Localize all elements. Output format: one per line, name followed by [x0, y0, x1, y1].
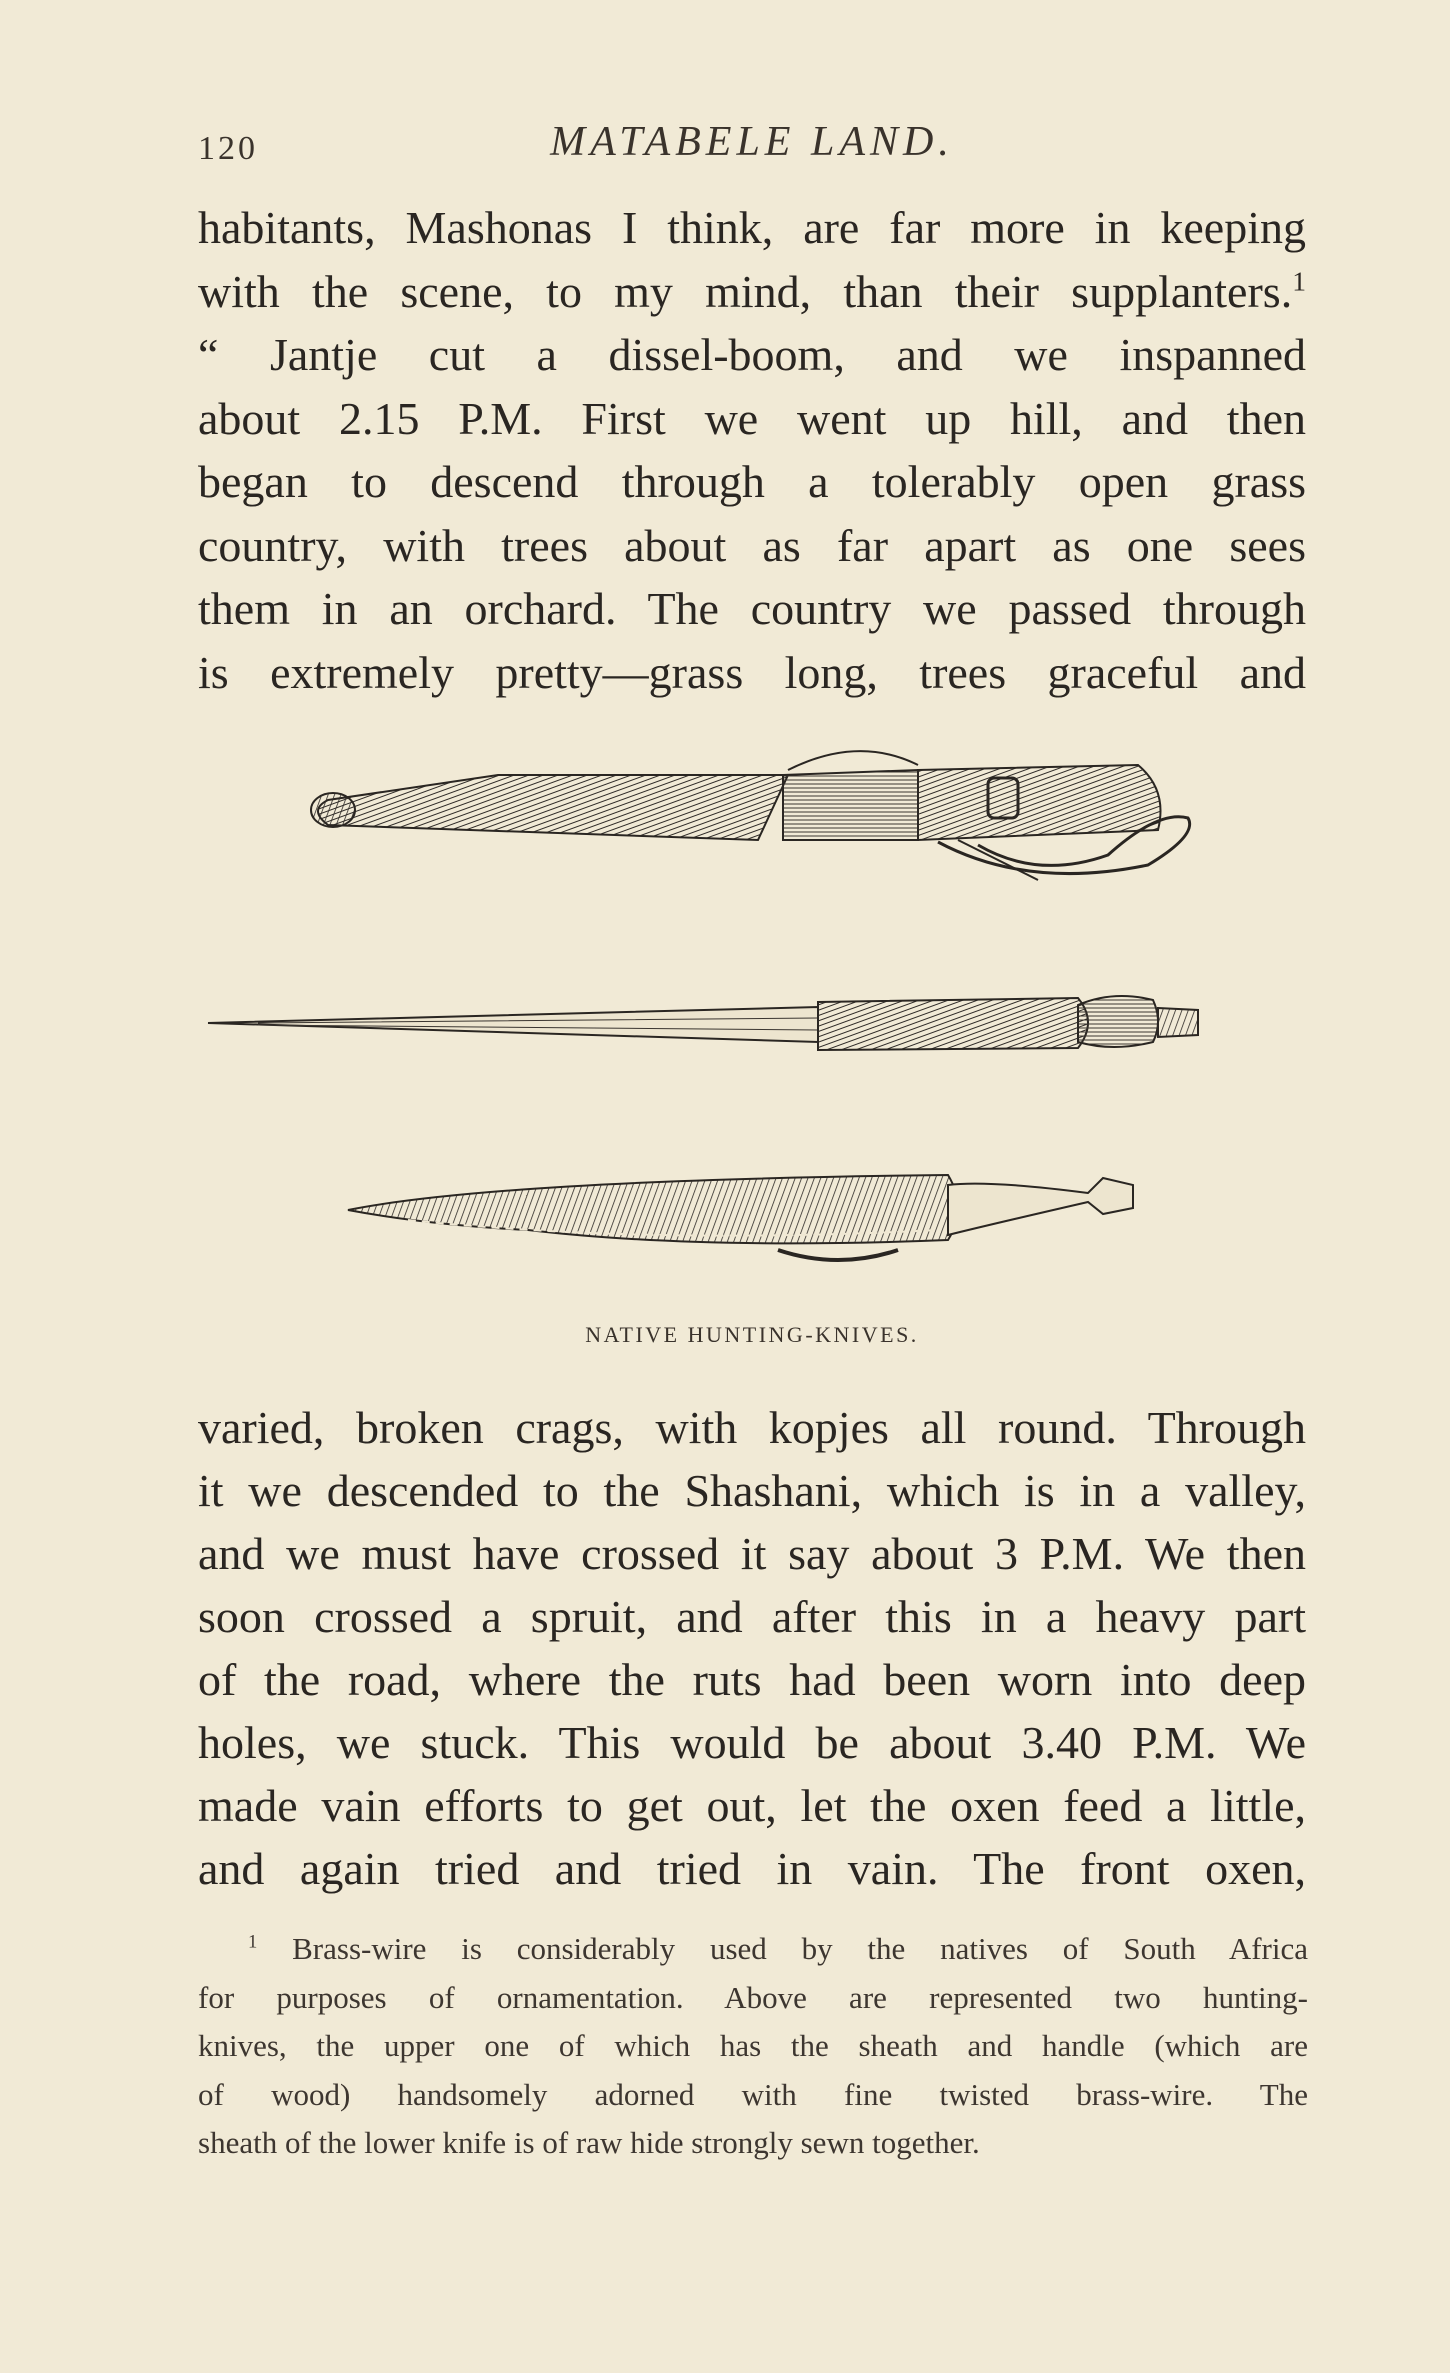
text-line: began to descend through a tolerably open grass — [198, 456, 1306, 507]
footnote-number: 1 — [248, 1931, 258, 1953]
knives-illustration — [198, 730, 1306, 1350]
text-line: made vain efforts to get out, let the oxen feed a little, — [198, 1780, 1306, 1831]
footnote — [198, 1925, 1308, 2168]
text-line: country, with trees about as far apart as one sees — [198, 519, 1306, 571]
text-line: is extremely pretty—grass long, trees graceful and — [198, 646, 1306, 698]
text-line: “ Jantje cut a dissel-boom, and we inspanned — [198, 329, 1306, 380]
page-header — [198, 118, 1306, 178]
text-line: and we must have crossed it say about 3 P.M. We then — [198, 1528, 1306, 1579]
text-line: of the road, where the ruts had been worn into deep — [198, 1654, 1306, 1705]
page-number: 120 — [198, 130, 258, 167]
text-line: about 2.15 P.M. First we went up hill, and then — [198, 392, 1306, 444]
text-line: with the scene, to my mind, than their supplanters.$^1$ — [198, 265, 1306, 317]
footnote-marker: 1 — [1292, 265, 1306, 297]
paragraph-bottom — [198, 1396, 1306, 1900]
text-line: soon crossed a spruit, and after this in a heavy part — [198, 1591, 1306, 1642]
knives-engraving — [198, 730, 1306, 1330]
running-title: MATABELE LAND. — [550, 119, 954, 165]
paragraph-top — [198, 196, 1306, 704]
text-line: varied, broken crags, with kopjes all round. Through — [198, 1402, 1306, 1453]
text-line: them in an orchard. The country we passed through — [198, 583, 1306, 634]
text-line: habitants, Mashonas I think, are far more in keeping — [198, 202, 1306, 253]
text-line: and again tried and tried in vain. The front oxen, — [198, 1843, 1306, 1894]
lower-knife-drawing — [348, 1175, 1133, 1260]
text-line: holes, we stuck. This would be about 3.40 P.M. We — [198, 1717, 1306, 1768]
footnote-line: sheath of the lower knife is of raw hide strongly sewn together. — [198, 2125, 980, 2160]
text-line: it we descended to the Shashani, which is in a valley, — [198, 1465, 1306, 1516]
upper-knife-drawing — [311, 751, 1190, 880]
footnote-line: for purposes of ornamentation. Above are represented two hunting- — [198, 1979, 1308, 2015]
figure-caption: NATIVE HUNTING-KNIVES. — [585, 1322, 919, 1347]
footnote-line: knives, the upper one of which has the sheath and handle (which are — [198, 2028, 1308, 2063]
footnote-line: of wood) handsomely adorned with fine twisted brass-wire. The — [198, 2076, 1308, 2112]
footnote-line: $^1$ Brass-wire is considerably used by the natives of South Africa — [248, 1931, 1308, 1966]
middle-knife-drawing — [208, 996, 1198, 1050]
